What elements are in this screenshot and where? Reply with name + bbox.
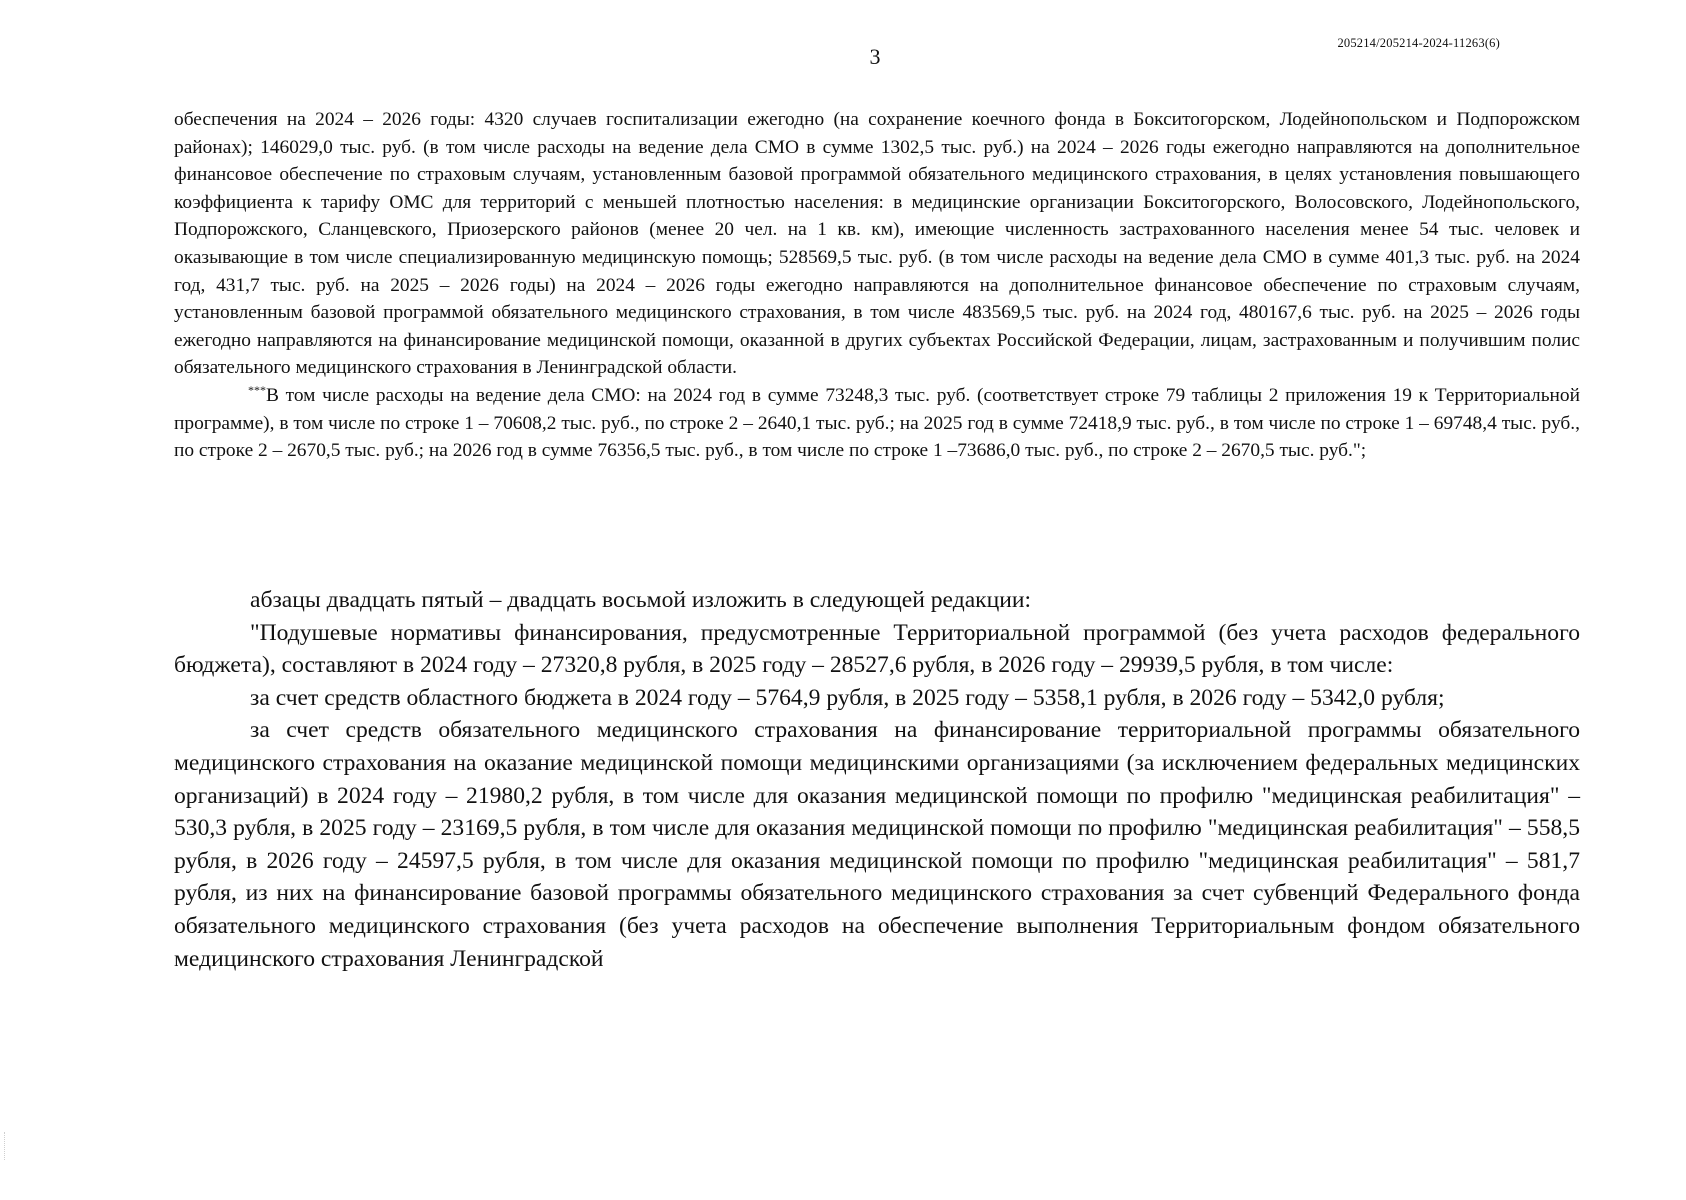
footnotes-section bbox=[174, 106, 1580, 465]
footnote-marker: *** bbox=[248, 382, 266, 397]
per-capita-normatives-paragraph: "Подушевые нормативы финансирования, предусмотренные Территориальной программой (без учета расходов федерального бюджета), составляют в 2024 году – 27320,8 рубля, в 2025 году – 28527,6 рубля, в 2026 году – 29939,5 рубля, в том числе: bbox=[174, 619, 1580, 679]
footnote-smo-paragraph bbox=[174, 382, 1580, 465]
scan-edge-mark bbox=[4, 1132, 7, 1160]
footnote-smo-text: В том числе расходы на ведение дела СМО: на 2024 год в сумме 73248,3 тыс. руб. (соответствует строке 79 таблицы 2 приложения 19 к Территориальной программе), в том числе по строке 1 – 70608,2 тыс. руб., по строке 2 – 2640,1 тыс. руб.; на 2025 год в сумме 72418,9 тыс. руб., в том числе по строке 1 – 69748,4 тыс. руб., по строке 2 – 2670,5 тыс. руб.; на 2026 год в сумме 76356,5 тыс. руб., в том числе по строке 1 –73686,0 тыс. руб., по строке 2 – 2670,5 тыс. руб."; bbox=[174, 384, 1580, 462]
oms-funding-paragraph: за счет средств обязательного медицинского страхования на финансирование территориальной программы обязательного медицинского страхования на оказание медицинской помощи медицинскими организациями (за исключением федеральных медицинских организаций) в 2024 году – 21980,2 рубля, в том числе для оказания медицинской помощи по профилю "медицинская реабилитация" – 530,3 рубля, в 2025 году – 23169,5 рубля, в том числе для оказания медицинской помощи по профилю "медицинская реабилитация" – 558,5 рубля, в 2026 году – 24597,5 рубля, в том числе для оказания медицинской помощи по профилю "медицинская реабилитация" – 581,7 рубля, из них на финансирование базовой программы обязательного медицинского страхования за счет субвенций Федерального фонда обязательного медицинского страхования (без учета расходов на обеспечение выполнения Территориальным фондом обязательного медицинского страхования Ленинградской bbox=[174, 717, 1580, 972]
regional-budget-paragraph: за счет средств областного бюджета в 2024 году – 5764,9 рубля, в 2025 году – 5358,1 рубля, в 2026 году – 5342,0 рубля; bbox=[250, 684, 1445, 711]
main-text-section bbox=[174, 584, 1580, 975]
document-reference-number: 205214/205214-2024-11263(6) bbox=[1337, 36, 1500, 50]
footnote-continuation-paragraph: обеспечения на 2024 – 2026 годы: 4320 случаев госпитализации ежегодно (на сохранение коечного фонда в Бокситогорском, Лодейнопольском и Подпорожском районах); 146029,0 тыс. руб. (в том числе расходы на ведение дела СМО в сумме 1302,5 тыс. руб.) на 2024 – 2026 годы ежегодно направляются на дополнительное финансовое обеспечение по страховым случаям, установленным базовой программой обязательного медицинского страхования, в целях установления повышающего коэффициента к тарифу ОМС для территорий с меньшей плотностью населения: в медицинские организации Бокситогорского, Волосовского, Лодейнопольского, Подпорожского, Сланцевского, Приозерского районов (менее 20 чел. на 1 кв. км), имеющие численность застрахованного населения менее 54 тыс. человек и оказывающие в том числе специализированную медицинскую помощь; 528569,5 тыс. руб. (в том числе расходы на ведение дела СМО в сумме 401,3 тыс. руб. на 2024 год, 431,7 тыс. руб. на 2025 – 2026 годы) на 2024 – 2026 годы ежегодно направляются на дополнительное финансовое обеспечение по страховым случаям, установленным базовой программой обязательного медицинского страхования, в том числе 483569,5 тыс. руб. на 2024 год, 480167,6 тыс. руб. на 2025 – 2026 годы ежегодно направляются на финансирование медицинской помощи, оказанной в других субъектах Российской Федерации, лицам, застрахованным и получившим полис обязательного медицинского страхования в Ленинградской области. bbox=[174, 109, 1580, 379]
page-number: 3 bbox=[869, 44, 881, 69]
amendment-intro-paragraph: абзацы двадцать пятый – двадцать восьмой изложить в следующей редакции: bbox=[250, 587, 1032, 613]
